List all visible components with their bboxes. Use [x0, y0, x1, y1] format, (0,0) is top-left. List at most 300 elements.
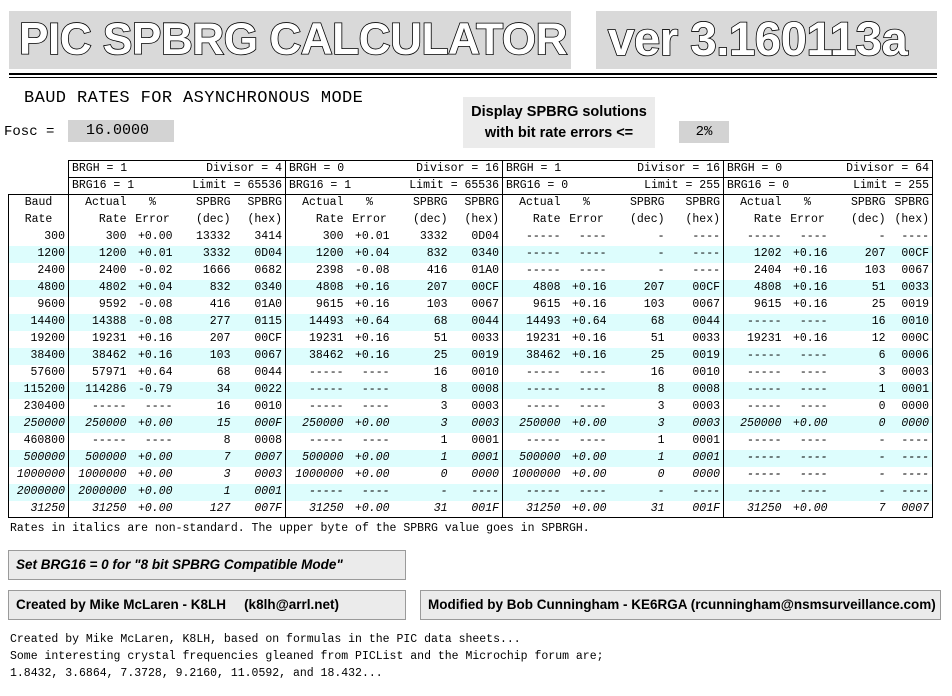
error-pct-cell: +0.00 [347, 501, 393, 518]
error-pct-cell: +0.00 [564, 450, 610, 467]
actual-rate-cell: 31250 [286, 501, 347, 518]
actual-rate-cell: 14493 [503, 314, 564, 331]
error-pct-cell: +0.64 [564, 314, 610, 331]
actual-rate-cell: 500000 [503, 450, 564, 467]
group-header-brg16 [9, 178, 933, 195]
actual-header: Actual [69, 195, 130, 212]
group-divisor-label: Divisor = 16 [416, 162, 499, 175]
baud-rate-cell: 19200 [9, 331, 69, 348]
error-pct-cell: -0.08 [347, 263, 393, 280]
error-pct-cell: +0.00 [564, 501, 610, 518]
actual-rate-cell: ----- [503, 484, 564, 501]
error-pct-cell: +0.16 [347, 297, 393, 314]
pct-header: Error [352, 213, 387, 226]
error-pct-cell: ---- [564, 399, 610, 416]
column-header-row [9, 212, 933, 229]
spbrg-dec-cell: 127 [176, 501, 234, 518]
actual-rate-cell: 250000 [724, 416, 785, 433]
actual-rate-cell: ----- [503, 263, 564, 280]
error-pct-cell: +0.16 [564, 297, 610, 314]
error-pct-cell: +0.00 [130, 416, 176, 433]
spbrg-hex-cell: 0003 [234, 467, 286, 484]
spbrg-dec-cell: 3 [176, 467, 234, 484]
actual-rate-cell: 19231 [69, 331, 130, 348]
spbrg-dec-cell: 1 [393, 450, 451, 467]
author-name: Created by Mike McLaren - K8LH [16, 597, 227, 612]
spbrg-dec-cell: 51 [831, 280, 889, 297]
spbrg-dec-cell: 34 [176, 382, 234, 399]
error-pct-cell: +0.00 [785, 501, 831, 518]
spbrg-hex-cell: 0000 [451, 467, 503, 484]
dec-header: SPBRG [393, 195, 451, 212]
spbrg-dec-cell: 8 [176, 433, 234, 450]
actual-header: Actual [724, 195, 785, 212]
pct-header: % [347, 195, 393, 212]
error-pct-cell: ---- [347, 484, 393, 501]
group-brg16-label: BRG16 = 0 [727, 179, 790, 192]
fosc-label: Fosc = [4, 124, 55, 140]
spbrg-hex-cell: 0001 [451, 450, 503, 467]
actual-rate-cell: ----- [503, 433, 564, 450]
pct-header: % [130, 195, 176, 212]
error-pct-cell: ---- [130, 399, 176, 416]
actual-rate-cell: ----- [724, 382, 785, 399]
spbrg-hex-cell: ---- [889, 484, 933, 501]
hex-header: SPBRG [889, 195, 933, 212]
actual-rate-cell: 1200 [69, 246, 130, 263]
spbrg-hex-cell: ---- [668, 246, 724, 263]
actual-rate-cell: 9615 [724, 297, 785, 314]
baud-rate-cell: 500000 [9, 450, 69, 467]
spbrg-dec-cell: 832 [176, 280, 234, 297]
error-pct-cell: +0.16 [564, 331, 610, 348]
spbrg-dec-cell: 13332 [176, 229, 234, 246]
brg16-hint: Set BRG16 = 0 for "8 bit SPBRG Compatible Mode" [8, 550, 406, 580]
actual-rate-cell: ----- [503, 246, 564, 263]
spbrg-dec-cell: 416 [176, 297, 234, 314]
pct-header: Error [790, 213, 825, 226]
spbrg-hex-cell: 0010 [234, 399, 286, 416]
group-brg16-label: BRG16 = 0 [506, 179, 569, 192]
spbrg-hex-cell: 0003 [451, 416, 503, 433]
group-limit-label: Limit = 255 [853, 179, 929, 192]
baud-rate-cell: 31250 [9, 501, 69, 518]
error-pct-cell: +0.04 [130, 280, 176, 297]
title-divider [9, 73, 937, 75]
error-pct-cell: -0.79 [130, 382, 176, 399]
hex-header: (hex) [685, 213, 720, 226]
actual-rate-cell: 4808 [286, 280, 347, 297]
version-label: ver 3.160113a [596, 11, 937, 69]
spbrg-hex-cell: ---- [889, 450, 933, 467]
table-row [9, 263, 933, 280]
spbrg-dec-cell: 16 [393, 365, 451, 382]
spbrg-dec-cell: 0 [393, 467, 451, 484]
error-pct-cell: ---- [347, 382, 393, 399]
spbrg-hex-cell: 0007 [234, 450, 286, 467]
spbrg-hex-cell: 0000 [668, 467, 724, 484]
baud-rate-table [8, 160, 933, 518]
spbrg-hex-cell: 0067 [668, 297, 724, 314]
spbrg-dec-cell: 207 [176, 331, 234, 348]
actual-rate-cell: 500000 [69, 450, 130, 467]
error-pct-cell: ---- [347, 433, 393, 450]
table-row [9, 467, 933, 484]
error-filter-line2: with bit rate errors <= [484, 125, 634, 141]
spbrg-dec-cell: 3332 [176, 246, 234, 263]
actual-rate-cell: 2398 [286, 263, 347, 280]
actual-rate-cell: 9615 [503, 297, 564, 314]
spbrg-dec-cell: 68 [610, 314, 668, 331]
actual-rate-cell: ----- [286, 433, 347, 450]
actual-rate-cell: 14388 [69, 314, 130, 331]
spbrg-hex-cell: 0001 [668, 450, 724, 467]
error-pct-cell: ---- [564, 229, 610, 246]
spbrg-hex-cell: 0067 [451, 297, 503, 314]
actual-rate-cell: 300 [69, 229, 130, 246]
spbrg-hex-cell: 0001 [889, 382, 933, 399]
group-header-cell [503, 178, 724, 195]
spbrg-dec-cell: 1 [610, 433, 668, 450]
spbrg-dec-cell: - [831, 433, 889, 450]
actual-rate-cell: ----- [724, 314, 785, 331]
actual-header: Rate [503, 212, 564, 229]
notes-line: Some interesting crystal frequencies gleaned from PICList and the Microchip forum are; [10, 650, 604, 663]
group-brgh-label: BRGH = 0 [727, 162, 783, 175]
table-row [9, 280, 933, 297]
error-pct-cell: ---- [564, 263, 610, 280]
error-pct-cell: ---- [785, 314, 831, 331]
author-email: (k8lh@arrl.net) [244, 597, 339, 612]
actual-rate-cell: 19231 [286, 331, 347, 348]
group-brgh-label: BRGH = 1 [72, 162, 128, 175]
baud-rate-cell: 1000000 [9, 467, 69, 484]
actual-rate-cell: ----- [503, 382, 564, 399]
spbrg-dec-cell: 68 [176, 365, 234, 382]
group-limit-label: Limit = 65536 [409, 179, 499, 192]
group-limit-label: Limit = 65536 [192, 179, 282, 192]
spbrg-dec-cell: 103 [393, 297, 451, 314]
baud-rate-cell: 300 [9, 229, 69, 246]
actual-rate-cell: 250000 [286, 416, 347, 433]
spbrg-dec-cell: 103 [831, 263, 889, 280]
hex-header: (hex) [247, 213, 282, 226]
spbrg-dec-cell: 3 [610, 416, 668, 433]
error-pct-cell: ---- [564, 246, 610, 263]
actual-rate-cell: 38462 [69, 348, 130, 365]
spbrg-dec-cell: 68 [393, 314, 451, 331]
spbrg-hex-cell: 0010 [451, 365, 503, 382]
spbrg-hex-cell: ---- [451, 484, 503, 501]
actual-rate-cell: 500000 [286, 450, 347, 467]
spbrg-hex-cell: 0008 [668, 382, 724, 399]
error-pct-cell: +0.64 [130, 365, 176, 382]
actual-rate-cell: ----- [69, 433, 130, 450]
baud-rate-cell: 2400 [9, 263, 69, 280]
actual-rate-cell: ----- [724, 229, 785, 246]
baud-rate-cell: 1200 [9, 246, 69, 263]
actual-rate-cell: ----- [503, 365, 564, 382]
actual-rate-cell: ----- [724, 467, 785, 484]
spbrg-hex-cell: 000F [234, 416, 286, 433]
spbrg-hex-cell: 0067 [234, 348, 286, 365]
baud-rate-cell: 230400 [9, 399, 69, 416]
spbrg-dec-cell: 31 [610, 501, 668, 518]
group-divisor-label: Divisor = 16 [637, 162, 720, 175]
error-pct-cell: ---- [347, 399, 393, 416]
baud-rate-cell: 14400 [9, 314, 69, 331]
spbrg-hex-cell: 0340 [234, 280, 286, 297]
group-header-cell [503, 161, 724, 178]
spbrg-hex-cell: ---- [889, 433, 933, 450]
error-pct-cell: +0.01 [130, 246, 176, 263]
spbrg-hex-cell: 0033 [451, 331, 503, 348]
spbrg-hex-cell: 0006 [889, 348, 933, 365]
credits-notes [10, 631, 604, 682]
spbrg-dec-cell: - [831, 229, 889, 246]
error-pct-cell: ---- [785, 450, 831, 467]
spbrg-hex-cell: ---- [668, 263, 724, 280]
pct-header: % [564, 195, 610, 212]
spbrg-hex-cell: 0115 [234, 314, 286, 331]
error-pct-cell: -0.02 [130, 263, 176, 280]
dec-header: SPBRG [831, 195, 889, 212]
error-pct-cell: +0.16 [347, 280, 393, 297]
spbrg-dec-cell: 3 [393, 399, 451, 416]
notes-line: 1.8432, 3.6864, 7.3728, 9.2160, 11.0592, and 18.432... [10, 667, 383, 680]
error-pct-cell: +0.16 [130, 331, 176, 348]
spbrg-hex-cell: 000C [889, 331, 933, 348]
spbrg-dec-cell: 0 [831, 399, 889, 416]
spbrg-dec-cell: 31 [393, 501, 451, 518]
spbrg-hex-cell: 0033 [889, 280, 933, 297]
title-divider-thin [9, 77, 937, 78]
actual-rate-cell: 4802 [69, 280, 130, 297]
error-pct-cell: +0.16 [347, 348, 393, 365]
spbrg-dec-cell: 1 [610, 450, 668, 467]
error-pct-cell: +0.00 [130, 484, 176, 501]
group-brg16-label: BRG16 = 1 [289, 179, 352, 192]
pct-header: % [785, 195, 831, 212]
error-filter-label [463, 97, 655, 148]
italics-note: Rates in italics are non-standard. The upper byte of the SPBRG value goes in SPBRGH. [10, 522, 590, 535]
table-row [9, 229, 933, 246]
spbrg-hex-cell: 0D04 [234, 246, 286, 263]
group-brg16-label: BRG16 = 1 [72, 179, 135, 192]
hex-header: SPBRG [451, 195, 503, 212]
error-pct-cell: +0.16 [785, 263, 831, 280]
spbrg-hex-cell: 0044 [451, 314, 503, 331]
baud-rate-cell: 460800 [9, 433, 69, 450]
actual-rate-cell: 4808 [724, 280, 785, 297]
dec-header: SPBRG [610, 195, 668, 212]
actual-rate-cell: ----- [286, 382, 347, 399]
actual-rate-cell: ----- [724, 450, 785, 467]
actual-rate-cell: 9615 [286, 297, 347, 314]
spbrg-dec-cell: - [610, 484, 668, 501]
group-header-cell [69, 161, 286, 178]
actual-rate-cell: 31250 [503, 501, 564, 518]
dec-header: SPBRG [176, 195, 234, 212]
spbrg-dec-cell: 25 [393, 348, 451, 365]
spbrg-dec-cell: 51 [610, 331, 668, 348]
spbrg-dec-cell: 1 [831, 382, 889, 399]
actual-rate-cell: ----- [724, 433, 785, 450]
group-header-cell [286, 178, 503, 195]
table-row [9, 314, 933, 331]
table-row [9, 246, 933, 263]
actual-header: Rate [69, 212, 130, 229]
fosc-input[interactable]: 16.0000 [68, 120, 174, 142]
spbrg-dec-cell: 3 [610, 399, 668, 416]
spbrg-hex-cell: 0003 [889, 365, 933, 382]
corner-blank [9, 178, 69, 195]
error-pct-cell: ---- [785, 433, 831, 450]
actual-rate-cell: 2000000 [69, 484, 130, 501]
spbrg-hex-cell: 007F [234, 501, 286, 518]
actual-rate-cell: ----- [724, 365, 785, 382]
spbrg-dec-cell: 51 [393, 331, 451, 348]
table-row [9, 433, 933, 450]
error-pct-cell: ---- [785, 484, 831, 501]
actual-rate-cell: 1202 [724, 246, 785, 263]
error-pct-cell: ---- [130, 433, 176, 450]
spbrg-hex-cell: 0340 [451, 246, 503, 263]
spbrg-hex-cell: 0008 [234, 433, 286, 450]
modified-by-panel: Modified by Bob Cunningham - KE6RGA (rcunningham@nsmsurveillance.com) [420, 590, 941, 620]
baud-rate-header: Rate [9, 212, 69, 229]
baud-rate-cell: 4800 [9, 280, 69, 297]
group-header-cell [69, 178, 286, 195]
actual-rate-cell: 4808 [503, 280, 564, 297]
spbrg-hex-cell: 01A0 [451, 263, 503, 280]
spbrg-hex-cell: 0000 [889, 399, 933, 416]
hex-header: (hex) [464, 213, 499, 226]
group-divisor-label: Divisor = 4 [206, 162, 282, 175]
spbrg-dec-cell: 7 [176, 450, 234, 467]
spbrg-hex-cell: 0003 [668, 399, 724, 416]
actual-rate-cell: ----- [69, 399, 130, 416]
group-header-cell [286, 161, 503, 178]
hex-header: SPBRG [234, 195, 286, 212]
baud-rate-cell: 250000 [9, 416, 69, 433]
spbrg-dec-cell: 8 [393, 382, 451, 399]
spbrg-hex-cell: 0007 [889, 501, 933, 518]
corner-blank [9, 161, 69, 178]
group-header-brgh [9, 161, 933, 178]
hex-header: (hex) [889, 212, 933, 229]
error-pct-cell: +0.00 [130, 467, 176, 484]
spbrg-hex-cell: 0067 [889, 263, 933, 280]
error-pct-cell: ---- [785, 229, 831, 246]
error-pct-cell: ---- [564, 365, 610, 382]
spbrg-dec-cell: 16 [831, 314, 889, 331]
spbrg-dec-cell: 16 [610, 365, 668, 382]
spbrg-hex-cell: 001F [451, 501, 503, 518]
spbrg-dec-cell: 207 [831, 246, 889, 263]
baud-rate-cell: 9600 [9, 297, 69, 314]
created-by-panel [8, 590, 406, 620]
spbrg-dec-cell: - [831, 450, 889, 467]
spbrg-hex-cell: 0008 [451, 382, 503, 399]
dec-header: (dec) [850, 213, 886, 226]
actual-rate-cell: 1000000 [69, 467, 130, 484]
actual-rate-cell: ----- [503, 229, 564, 246]
actual-rate-cell: 57971 [69, 365, 130, 382]
spbrg-hex-cell: 001F [668, 501, 724, 518]
spbrg-dec-cell: 832 [393, 246, 451, 263]
spbrg-dec-cell: 12 [831, 331, 889, 348]
table-row [9, 297, 933, 314]
error-pct-cell: +0.16 [564, 348, 610, 365]
spbrg-dec-cell: 15 [176, 416, 234, 433]
error-pct-cell: ---- [347, 365, 393, 382]
actual-rate-cell: 2400 [69, 263, 130, 280]
error-pct-cell: +0.64 [347, 314, 393, 331]
table-row [9, 331, 933, 348]
error-pct-cell: ---- [785, 348, 831, 365]
spbrg-dec-cell: 3332 [393, 229, 451, 246]
baud-rate-cell: 57600 [9, 365, 69, 382]
actual-rate-cell: 38462 [503, 348, 564, 365]
spbrg-hex-cell: 0D04 [451, 229, 503, 246]
column-header-row [9, 195, 933, 212]
actual-rate-cell: 1000000 [503, 467, 564, 484]
error-pct-cell: +0.00 [785, 416, 831, 433]
spbrg-hex-cell: ---- [668, 484, 724, 501]
notes-line: Created by Mike McLaren, K8LH, based on formulas in the PIC data sheets... [10, 633, 521, 646]
spbrg-hex-cell: 0003 [668, 416, 724, 433]
error-pct-cell: ---- [785, 382, 831, 399]
actual-rate-cell: ----- [286, 365, 347, 382]
spbrg-dec-cell: - [831, 484, 889, 501]
spbrg-hex-cell: 0033 [668, 331, 724, 348]
spbrg-dec-cell: 1666 [176, 263, 234, 280]
baud-rate-cell: 2000000 [9, 484, 69, 501]
baud-rate-cell: 115200 [9, 382, 69, 399]
error-pct-cell: +0.16 [785, 246, 831, 263]
spbrg-hex-cell: 3414 [234, 229, 286, 246]
spbrg-hex-cell: 01A0 [234, 297, 286, 314]
actual-rate-cell: ----- [503, 399, 564, 416]
error-pct-cell: +0.16 [785, 297, 831, 314]
actual-rate-cell: 19231 [724, 331, 785, 348]
spbrg-hex-cell: 0019 [668, 348, 724, 365]
table-row [9, 450, 933, 467]
spbrg-hex-cell: 0044 [668, 314, 724, 331]
dec-header: (dec) [412, 213, 448, 226]
actual-rate-cell: ----- [724, 348, 785, 365]
error-limit-input[interactable]: 2% [679, 121, 729, 143]
actual-rate-cell: 1200 [286, 246, 347, 263]
actual-rate-cell: ----- [286, 484, 347, 501]
error-pct-cell: +0.16 [785, 331, 831, 348]
group-header-cell [724, 161, 933, 178]
error-pct-cell: +0.00 [347, 450, 393, 467]
group-brgh-label: BRGH = 0 [289, 162, 345, 175]
app-title: PIC SPBRG CALCULATOR [9, 11, 571, 69]
spbrg-dec-cell: - [610, 229, 668, 246]
table-row [9, 365, 933, 382]
error-pct-cell: +0.00 [564, 416, 610, 433]
spbrg-dec-cell: 103 [176, 348, 234, 365]
actual-rate-cell: 31250 [69, 501, 130, 518]
actual-rate-cell: 14493 [286, 314, 347, 331]
spbrg-dec-cell: - [610, 246, 668, 263]
actual-rate-cell: 250000 [503, 416, 564, 433]
baud-rate-header: Baud [9, 195, 69, 212]
pct-header: Error [569, 213, 604, 226]
